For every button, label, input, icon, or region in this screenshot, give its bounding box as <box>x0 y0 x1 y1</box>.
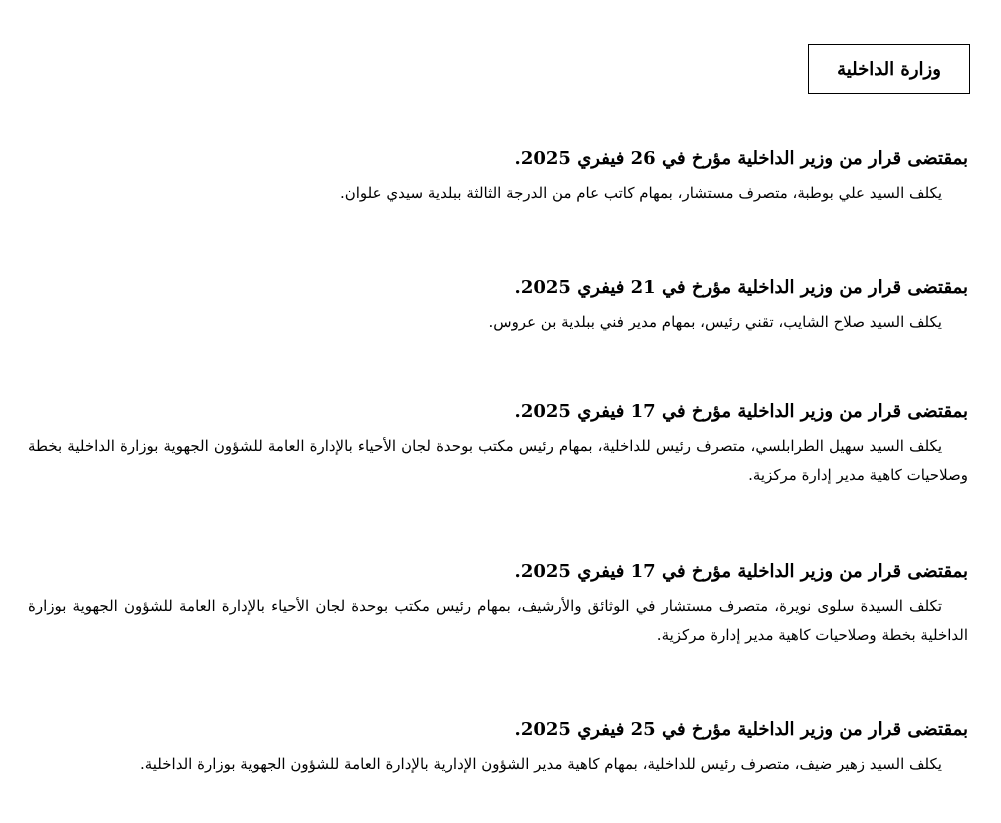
decision-heading: بمقتضى قرار من وزير الداخلية مؤرخ في 26 فيفري 2025. <box>514 148 968 169</box>
decision-body: يكلف السيد سهيل الطرابلسي، متصرف رئيس للداخلية، بمهام رئيس مكتب بوحدة لجان الأحياء بالإدارة العامة للشؤون الجهوية بوزارة الداخلية بخطة وصلاحيات كاهية مدير إدارة مركزية. <box>28 437 968 484</box>
decision-heading: بمقتضى قرار من وزير الداخلية مؤرخ في 25 فيفري 2025. <box>514 719 968 740</box>
ministry-header-box <box>808 44 970 94</box>
decision-block <box>28 145 968 208</box>
decision-block <box>28 558 968 650</box>
decision-block <box>28 274 968 337</box>
decision-body: تكلف السيدة سلوى نويرة، متصرف مستشار في الوثائق والأرشيف، بمهام رئيس مكتب بوحدة لجان الأحياء بالإدارة العامة للشؤون الجهوية بوزارة الداخلية بخطة وصلاحيات كاهية مدير إدارة مركزية. <box>28 597 968 644</box>
decision-body: يكلف السيد علي بوطبة، متصرف مستشار، بمهام كاتب عام من الدرجة الثالثة ببلدية سيدي علوان. <box>339 184 942 202</box>
decision-heading: بمقتضى قرار من وزير الداخلية مؤرخ في 17 فيفري 2025. <box>514 401 968 422</box>
decision-block <box>28 398 968 490</box>
decision-heading: بمقتضى قرار من وزير الداخلية مؤرخ في 17 فيفري 2025. <box>514 561 968 582</box>
decision-body: يكلف السيد زهير ضيف، متصرف رئيس للداخلية، بمهام كاهية مدير الشؤون الإدارية بالإدارة العامة للشؤون الجهوية بوزارة الداخلية. <box>139 755 942 773</box>
ministry-title: وزارة الداخلية <box>837 58 941 80</box>
decision-body: يكلف السيد صلاح الشايب، تقني رئيس، بمهام مدير فني ببلدية بن عروس. <box>488 313 942 331</box>
decision-block <box>28 716 968 779</box>
decision-heading: بمقتضى قرار من وزير الداخلية مؤرخ في 21 فيفري 2025. <box>514 277 968 298</box>
